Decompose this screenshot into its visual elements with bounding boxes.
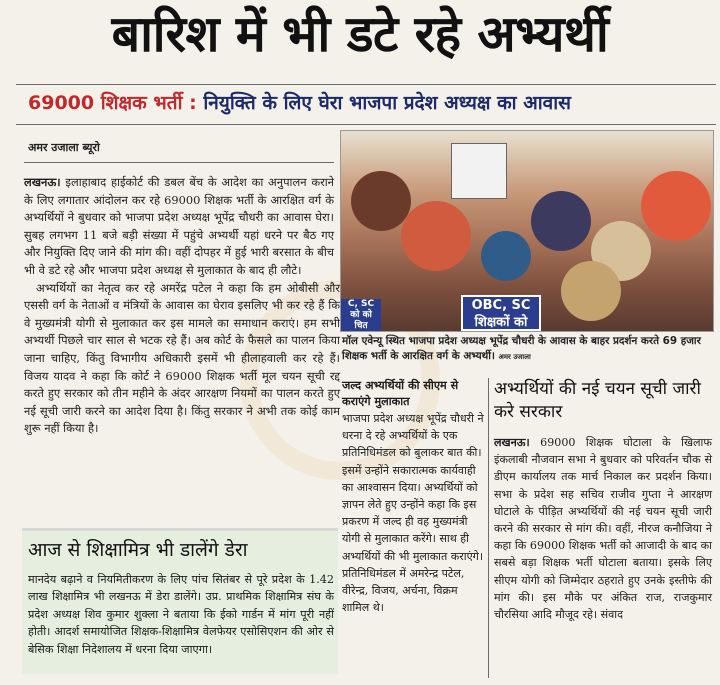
headline: बारिश में भी डटे रहे अभ्यर्थी [111,5,609,63]
story-paragraph [24,174,334,280]
photo-caption [342,334,716,365]
story-paragraph: अभ्यर्थियों का नेतृत्व कर रहे अमरेंद्र पटेल ने कहा कि हम ओबीसी और एससी वर्ग के नेताओं व मंत्रियों के आवास का घेराव इसलिए भी कर रहे हैं कि वे मुख्यमंत्री योगी से मुलाकात कर इस मामले का समाधान कराएं। हम सभी अभ्यर्थी पिछले चार साल से भटक रहे हैं। अब कोर्ट के फैसले का पालन किया जाना चाहिए, किंतु विभागीय अधिकारी इसमें भी हीलाहवाली कर रहे हैं। विजय यादव ने कहा कि कोर्ट ने 69000 शिक्षक भर्ती मूल चयन सूची रद्द करते हुए सरकार को तीन महीने के अंदर आरक्षण नियमों का पालन करते हुए नई सूची जारी करने का आदेश दिया है। किंतु सरकार ने अभी तक कोई काम शुरू नहीं किया है। [24,280,340,436]
dateline: लखनऊ। [494,436,530,449]
subhead-kicker: 69000 शिक्षक भर्ती : [28,92,197,114]
side-story-text: 69000 शिक्षक घोटाला के खिलाफ इंकलाबी नौजवान सभा ने बुधवार को परिवर्तन चौक से डीएम कार्यालय तक मार्च निकाल कर प्रदर्शन किया। सभा के प्रदेश सह सचिव राजीव गुप्ता ने आरक्षण घोटाले के पीड़ित अभ्यर्थियों की नई चयन सूची जारी करने की सरकार से मांग की। वहीं, नीरज कनौजिया ने कहा कि 69000 शिक्षक भर्ती को आजादी के बाद का सबसे बड़ा शिक्षक भर्ती घोटाला बताया। इसके लिए सीएम योगी को जिम्मेदार ठहराते हुए उनके इस्तीफे की मांग की। इस मौके पर अंकित राज, राजकुमार चौरसिया आदि मौजूद रहे। संवाद [494,436,712,622]
side-story-body [494,434,712,623]
protest-placard [451,143,507,199]
info-box [22,528,338,674]
side-story-title: अभ्यर्थियों की नई चयन सूची जारी करे सरकार [494,379,701,422]
divider [16,84,716,85]
column-divider [488,378,489,678]
byline: अमर उजाला ब्यूरो [28,141,100,154]
section-heading: जल्द अभ्यर्थियों की सीएम से कराएंगे मुलाकात [342,379,459,408]
side-story [494,378,712,623]
middle-column [342,378,484,616]
section-body: भाजपा प्रदेश अध्यक्ष भूपेंद्र चौधरी ने धरना दे रहे अभ्यर्थियों के एक प्रतिनिधिमंडल को बुलाकर बात की। इसमें उन्होंने सकारात्मक कार्यवाही का आश्वासन दिया। अभ्यर्थियों को ज्ञापन लेते हुए उन्होंने कहा कि इस प्रकरण में जल्द ही वह मुख्यमंत्री योगी से मुलाकात करेंगे। साथ ही अभ्यर्थियों की भी मुलाकात कराएंगे। प्रतिनिधिमंडल में अमरेन्द्र पटेल, वीरेन्द्र, विजय, अर्चना, विक्रम शामिल थे। [342,412,484,615]
box-body: मानदेय बढ़ाने व नियमितीकरण के लिए पांच सितंबर से पूरे प्रदेश के 1.42 लाख शिक्षामित्र भी लखनऊ में डेरा डालेंगे। उप्र. प्राथमिक शिक्षामित्र संघ के प्रदेश अध्यक्ष शिव कुमार शुक्ला ने बताया कि ईको गार्डन में मांग पूरी नहीं होती। आदर्श समायोजित शिक्षक-शिक्षामित्र वेलफेयर एसोसिएशन की ओर से बेसिक शिक्षा निदेशालय में धरना दिया जाएगा। [28,573,334,656]
caption-text: मॉल एवेन्यू स्थित भाजपा प्रदेश अध्यक्ष भूपेंद्र चौधरी के आवास के बाहर प्रदर्शन करते 69 हजार शिक्षक भर्ती के आरक्षित वर्ग के अभ्यर्थी। [342,335,701,362]
paragraph-text: इलाहाबाद हाईकोर्ट की डबल बेंच के आदेश का अनुपालन कराने के लिए लगातार आंदोलन कर रहे 69000 शिक्षक भर्ती के आरक्षित वर्ग के अभ्यर्थियों ने बुधवार को भाजपा प्रदेश अध्यक्ष भूपेंद्र चौधरी का आवास घेरा। सुबह लगभग 11 बजे बड़ी संख्या में पहुंचे अभ्यर्थी यहां धरने पर बैठ गए और नियुक्ति दिए जाने की मांग की। वहीं दोपहर में हुई भारी बरसात के बीच भी वे डटे रहे और भाजपा प्रदेश अध्यक्ष से मुलाकात के बाद ही लौटे। [24,175,334,277]
subhead-text: नियुक्ति के लिए घेरा भाजपा प्रदेश अध्यक्ष का आवास [196,92,571,114]
protest-photo [340,130,714,332]
photo-credit: अमर उजाला [498,353,531,361]
divider [24,162,334,163]
subheadline [28,88,718,118]
dateline: लखनऊ। [24,175,61,189]
box-title: आज से शिक्षामित्र भी डालेंगे डेरा [28,539,248,561]
protest-banner-side: C, SC को को चित [341,299,381,332]
protest-banner: OBC, SC शिक्षकों को [461,295,541,331]
divider [16,124,716,125]
main-story-column [24,174,340,438]
